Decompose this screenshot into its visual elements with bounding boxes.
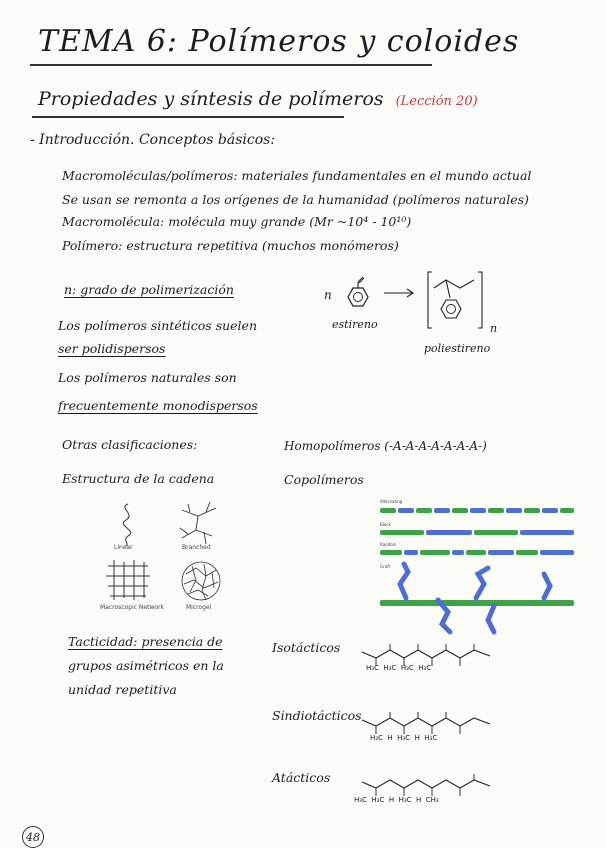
methyl-group: H₃C: [383, 664, 397, 672]
polystyrene-structure-icon: [426, 270, 488, 334]
classification-heading: Otras clasificaciones:: [62, 437, 198, 452]
graft-label: Graft: [380, 564, 391, 569]
tacticity-definition-line1: [68, 634, 223, 649]
branched-chain-icon: [176, 500, 222, 546]
methyl-group: H₃C: [354, 796, 367, 804]
tacticity-definition-line2: grupos asimétricos en la: [68, 658, 224, 673]
monomer-label: estireno: [332, 318, 378, 331]
chain-structure-figure: [100, 500, 250, 620]
atactic-chain-icon: [358, 770, 498, 798]
methyl-group: H₃C: [418, 664, 432, 672]
syndiotactic-label: Sindiotácticos: [272, 708, 362, 723]
styrene-polymerization-scheme: [318, 270, 508, 360]
block-label: Block: [380, 522, 391, 527]
natural-polymers-line1: Los polímeros naturales son: [58, 370, 237, 385]
natural-polymers-line2: frecuentemente monodispersos: [58, 398, 258, 413]
intro-line: Polímero: estructura repetitiva (muchos monómeros): [62, 238, 399, 253]
intro-line: Se usan se remonta a los orígenes de la humanidad (polímeros naturales): [62, 192, 529, 207]
isotactic-groups: [366, 664, 431, 672]
synthetic-polymers-line2: ser polidispersos: [58, 341, 166, 356]
page-title: TEMA 6: Polímeros y coloides: [38, 24, 520, 59]
tacticity-term: Tacticidad: presencia de: [68, 634, 223, 649]
copolymers-label: Copolímeros: [284, 472, 364, 487]
reaction-coefficient: n: [324, 288, 332, 302]
methyl-group: H₃C: [371, 796, 385, 804]
linear-chain-icon: [108, 500, 148, 548]
hydrogen-atom: H: [388, 796, 395, 804]
isotactic-label: Isotácticos: [272, 640, 341, 655]
intro-line: Macromoléculas/polímeros: materiales fundamentales en el mundo actual: [62, 168, 532, 183]
random-label: Random: [380, 542, 397, 547]
hydrogen-atom: H: [387, 734, 393, 742]
hydrogen-atom: H: [414, 734, 420, 742]
polymer-subscript-n: n: [490, 322, 498, 335]
methyl-group: H₃C: [397, 734, 411, 742]
chain-structure-label: Estructura de la cadena: [62, 471, 215, 486]
methyl-group: CH₃: [425, 796, 439, 804]
methyl-group: H₃C: [400, 664, 414, 672]
syndiotactic-chain-icon: [358, 708, 498, 736]
atactic-groups: [354, 796, 439, 804]
microgel-label: Microgel: [186, 604, 212, 611]
copolymer-types-figure: [376, 498, 576, 638]
synthetic-polymers-line1: Los polímeros sintéticos suelen: [58, 318, 258, 333]
section-title: [38, 88, 478, 110]
alternating-label: Alternating: [380, 499, 403, 504]
atactic-label: Atácticos: [272, 770, 331, 785]
reaction-arrow-icon: [382, 288, 418, 298]
page-number: 48: [22, 826, 44, 848]
section-label: Propiedades y síntesis de polímeros: [38, 88, 384, 110]
methyl-group: H₃C: [398, 796, 412, 804]
methyl-group: H₃C: [370, 734, 383, 742]
intro-heading: - Introducción. Conceptos básicos:: [30, 132, 276, 148]
methyl-group: H₃C: [424, 734, 438, 742]
styrene-structure-icon: [338, 274, 378, 316]
linear-label: Linear: [114, 544, 133, 551]
microgel-icon: [178, 558, 224, 604]
network-label: Macroscopic Network: [100, 604, 164, 611]
homopolymers-label: Homopolímeros (-A-A-A-A-A-A-A-): [284, 439, 487, 453]
polymerization-degree-label: n: grado de polimerización: [64, 282, 234, 297]
network-chain-icon: [104, 558, 152, 602]
tacticity-definition-line3: unidad repetitiva: [68, 682, 177, 697]
polymer-label: poliestireno: [424, 342, 491, 355]
methyl-group: H₃C: [366, 664, 379, 672]
section-underline: [32, 116, 344, 118]
branched-label: Branched: [182, 544, 211, 551]
intro-line: Macromolécula: molécula muy grande (Mr ~10⁴ - 10¹⁰): [62, 214, 412, 229]
lesson-reference: (Lección 20): [395, 94, 478, 109]
hydrogen-atom: H: [415, 796, 422, 804]
title-underline: [30, 64, 432, 66]
syndiotactic-groups: [370, 734, 437, 742]
